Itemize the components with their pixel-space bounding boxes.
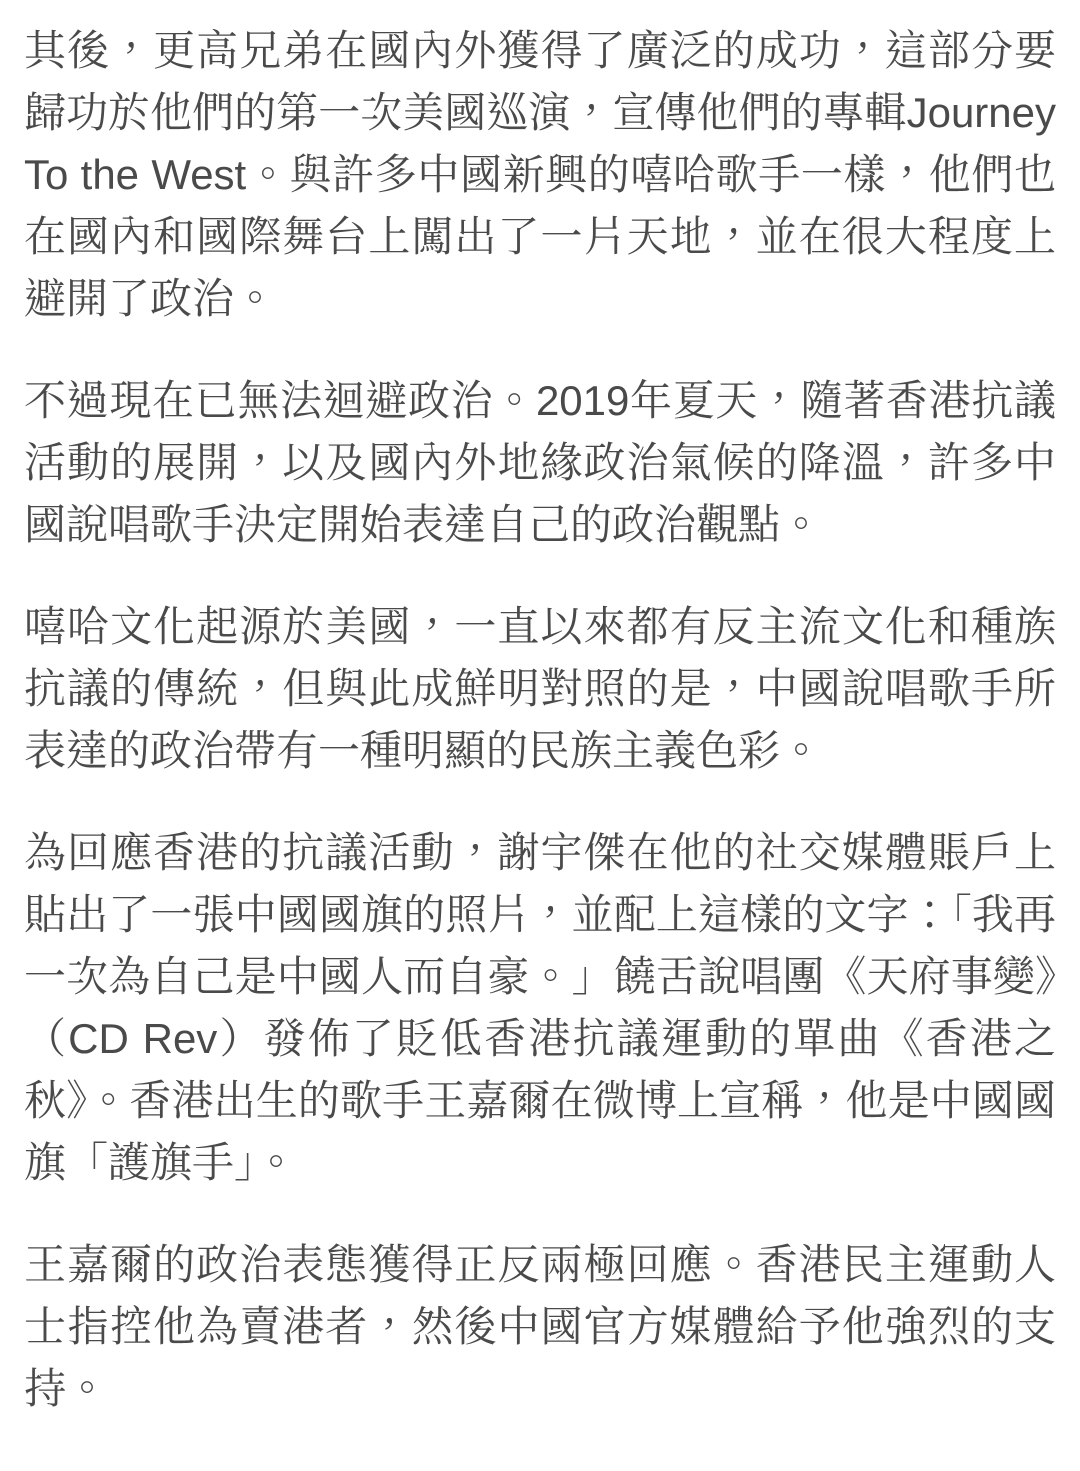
paragraph-1: 其後，更高兄弟在國內外獲得了廣泛的成功，這部分要歸功於他們的第一次美國巡演，宣傳他們的專輯Journey To the West。與許多中國新興的嘻哈歌手一樣，他們也在國內和國際舞台上闖出了一片天地，並在很大程度上避開了政治。 [24,27,1056,322]
paragraph-5: 王嘉爾的政治表態獲得正反兩極回應。香港民主運動人士指控他為賣港者，然後中國官方媒體給予他強烈的支持。 [24,1241,1056,1412]
paragraph-2: 不過現在已無法迴避政治。2019年夏天，隨著香港抗議活動的展開，以及國內外地緣政治氣候的降溫，許多中國說唱歌手決定開始表達自己的政治觀點。 [24,377,1056,548]
paragraph-3: 嘻哈文化起源於美國，一直以來都有反主流文化和種族抗議的傳統，但與此成鮮明對照的是，中國說唱歌手所表達的政治帶有一種明顯的民族主義色彩。 [24,603,1056,774]
paragraph-4: 為回應香港的抗議活動，謝宇傑在他的社交媒體賬戶上貼出了一張中國國旗的照片，並配上這樣的文字：「我再一次為自己是中國人而自豪。」饒舌說唱團《天府事變》（CD Rev）發佈了貶低香港抗議運動的單曲《香港之秋》。香港出生的歌手王嘉爾在微博上宣稱，他是中國國旗「護旗手」。 [24,829,1056,1186]
